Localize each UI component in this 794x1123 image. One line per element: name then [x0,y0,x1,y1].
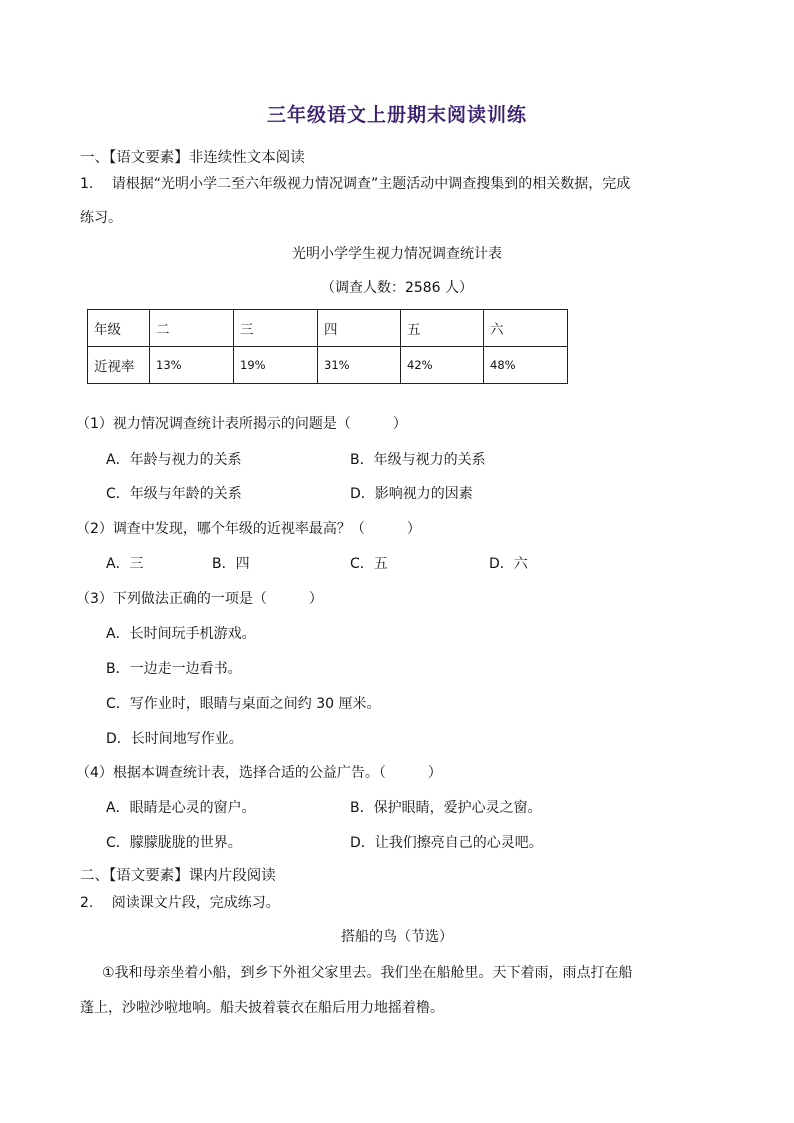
page-title: 三年级语文上册期末阅读训练 [266,104,527,126]
table-row [88,347,568,384]
option-c: C．朦朦胧胧的世界。 [106,835,242,851]
option-b: B．保护眼睛，爱护心灵之窗。 [350,800,542,816]
passage-paragraph-1-line-2: 蓬上，沙啦沙啦地响。船夫披着蓑衣在船后用力地摇着橹。 [80,1000,444,1016]
option-c: C．五 [350,556,388,572]
option-a: A．三 [106,556,144,572]
option-b: B．年级与视力的关系 [350,452,486,468]
question-1-line-2: 练习。 [80,210,122,226]
table-cell: 19% [234,347,318,384]
vision-survey-table [87,309,568,384]
option-d: D．六 [489,556,528,572]
table-title: 光明小学学生视力情况调查统计表 [292,246,502,262]
option-a: A．长时间玩手机游戏。 [106,626,256,642]
option-d: D．让我们擦亮自己的心灵吧。 [350,835,543,851]
sub-question-2: （2）调查中发现，哪个年级的近视率最高？（ ） [76,521,421,537]
option-c: C．年级与年龄的关系 [106,486,242,502]
table-cell: 48% [484,347,568,384]
option-a: A．眼睛是心灵的窗户。 [106,800,256,816]
question-2: 2. 阅读课文片段，完成练习。 [80,895,280,911]
table-cell: 五 [401,310,484,347]
question-1-line-1: 1. 请根据“光明小学二至六年级视力情况调查”主题活动中调查搜集到的相关数据，完成 [80,176,631,192]
table-header-grade: 年级 [88,310,150,347]
option-d: D．影响视力的因素 [350,486,473,502]
table-cell: 二 [150,310,234,347]
table-cell: 42% [401,347,484,384]
table-subtitle: （调查人数：2586 人） [320,280,474,296]
sub-question-4: （4）根据本调查统计表，选择合适的公益广告。（ ） [76,765,442,781]
table-cell: 三 [234,310,318,347]
table-cell: 31% [318,347,401,384]
option-a: A．年龄与视力的关系 [106,452,242,468]
option-b: B．四 [212,556,250,572]
table-cell: 四 [318,310,401,347]
table-cell: 六 [484,310,568,347]
passage-title: 搭船的鸟（节选） [341,929,453,945]
table-header-myopia-rate: 近视率 [88,347,150,384]
sub-question-1: （1）视力情况调查统计表所揭示的问题是（ ） [76,416,407,432]
sub-question-3: （3）下列做法正确的一项是（ ） [76,591,323,607]
passage-paragraph-1-line-1: ①我和母亲坐着小船，到乡下外祖父家里去。我们坐在船舱里。天下着雨，雨点打在船 [102,965,633,981]
section-1-heading: 一、【语文要素】非连续性文本阅读 [80,150,305,166]
table-cell: 13% [150,347,234,384]
option-b: B．一边走一边看书。 [106,661,242,677]
option-c: C．写作业时，眼睛与桌面之间约 30 厘米。 [106,696,381,712]
option-d: D．长时间地写作业。 [106,731,243,747]
table-row [88,310,568,347]
section-2-heading: 二、【语文要素】课内片段阅读 [80,868,276,884]
